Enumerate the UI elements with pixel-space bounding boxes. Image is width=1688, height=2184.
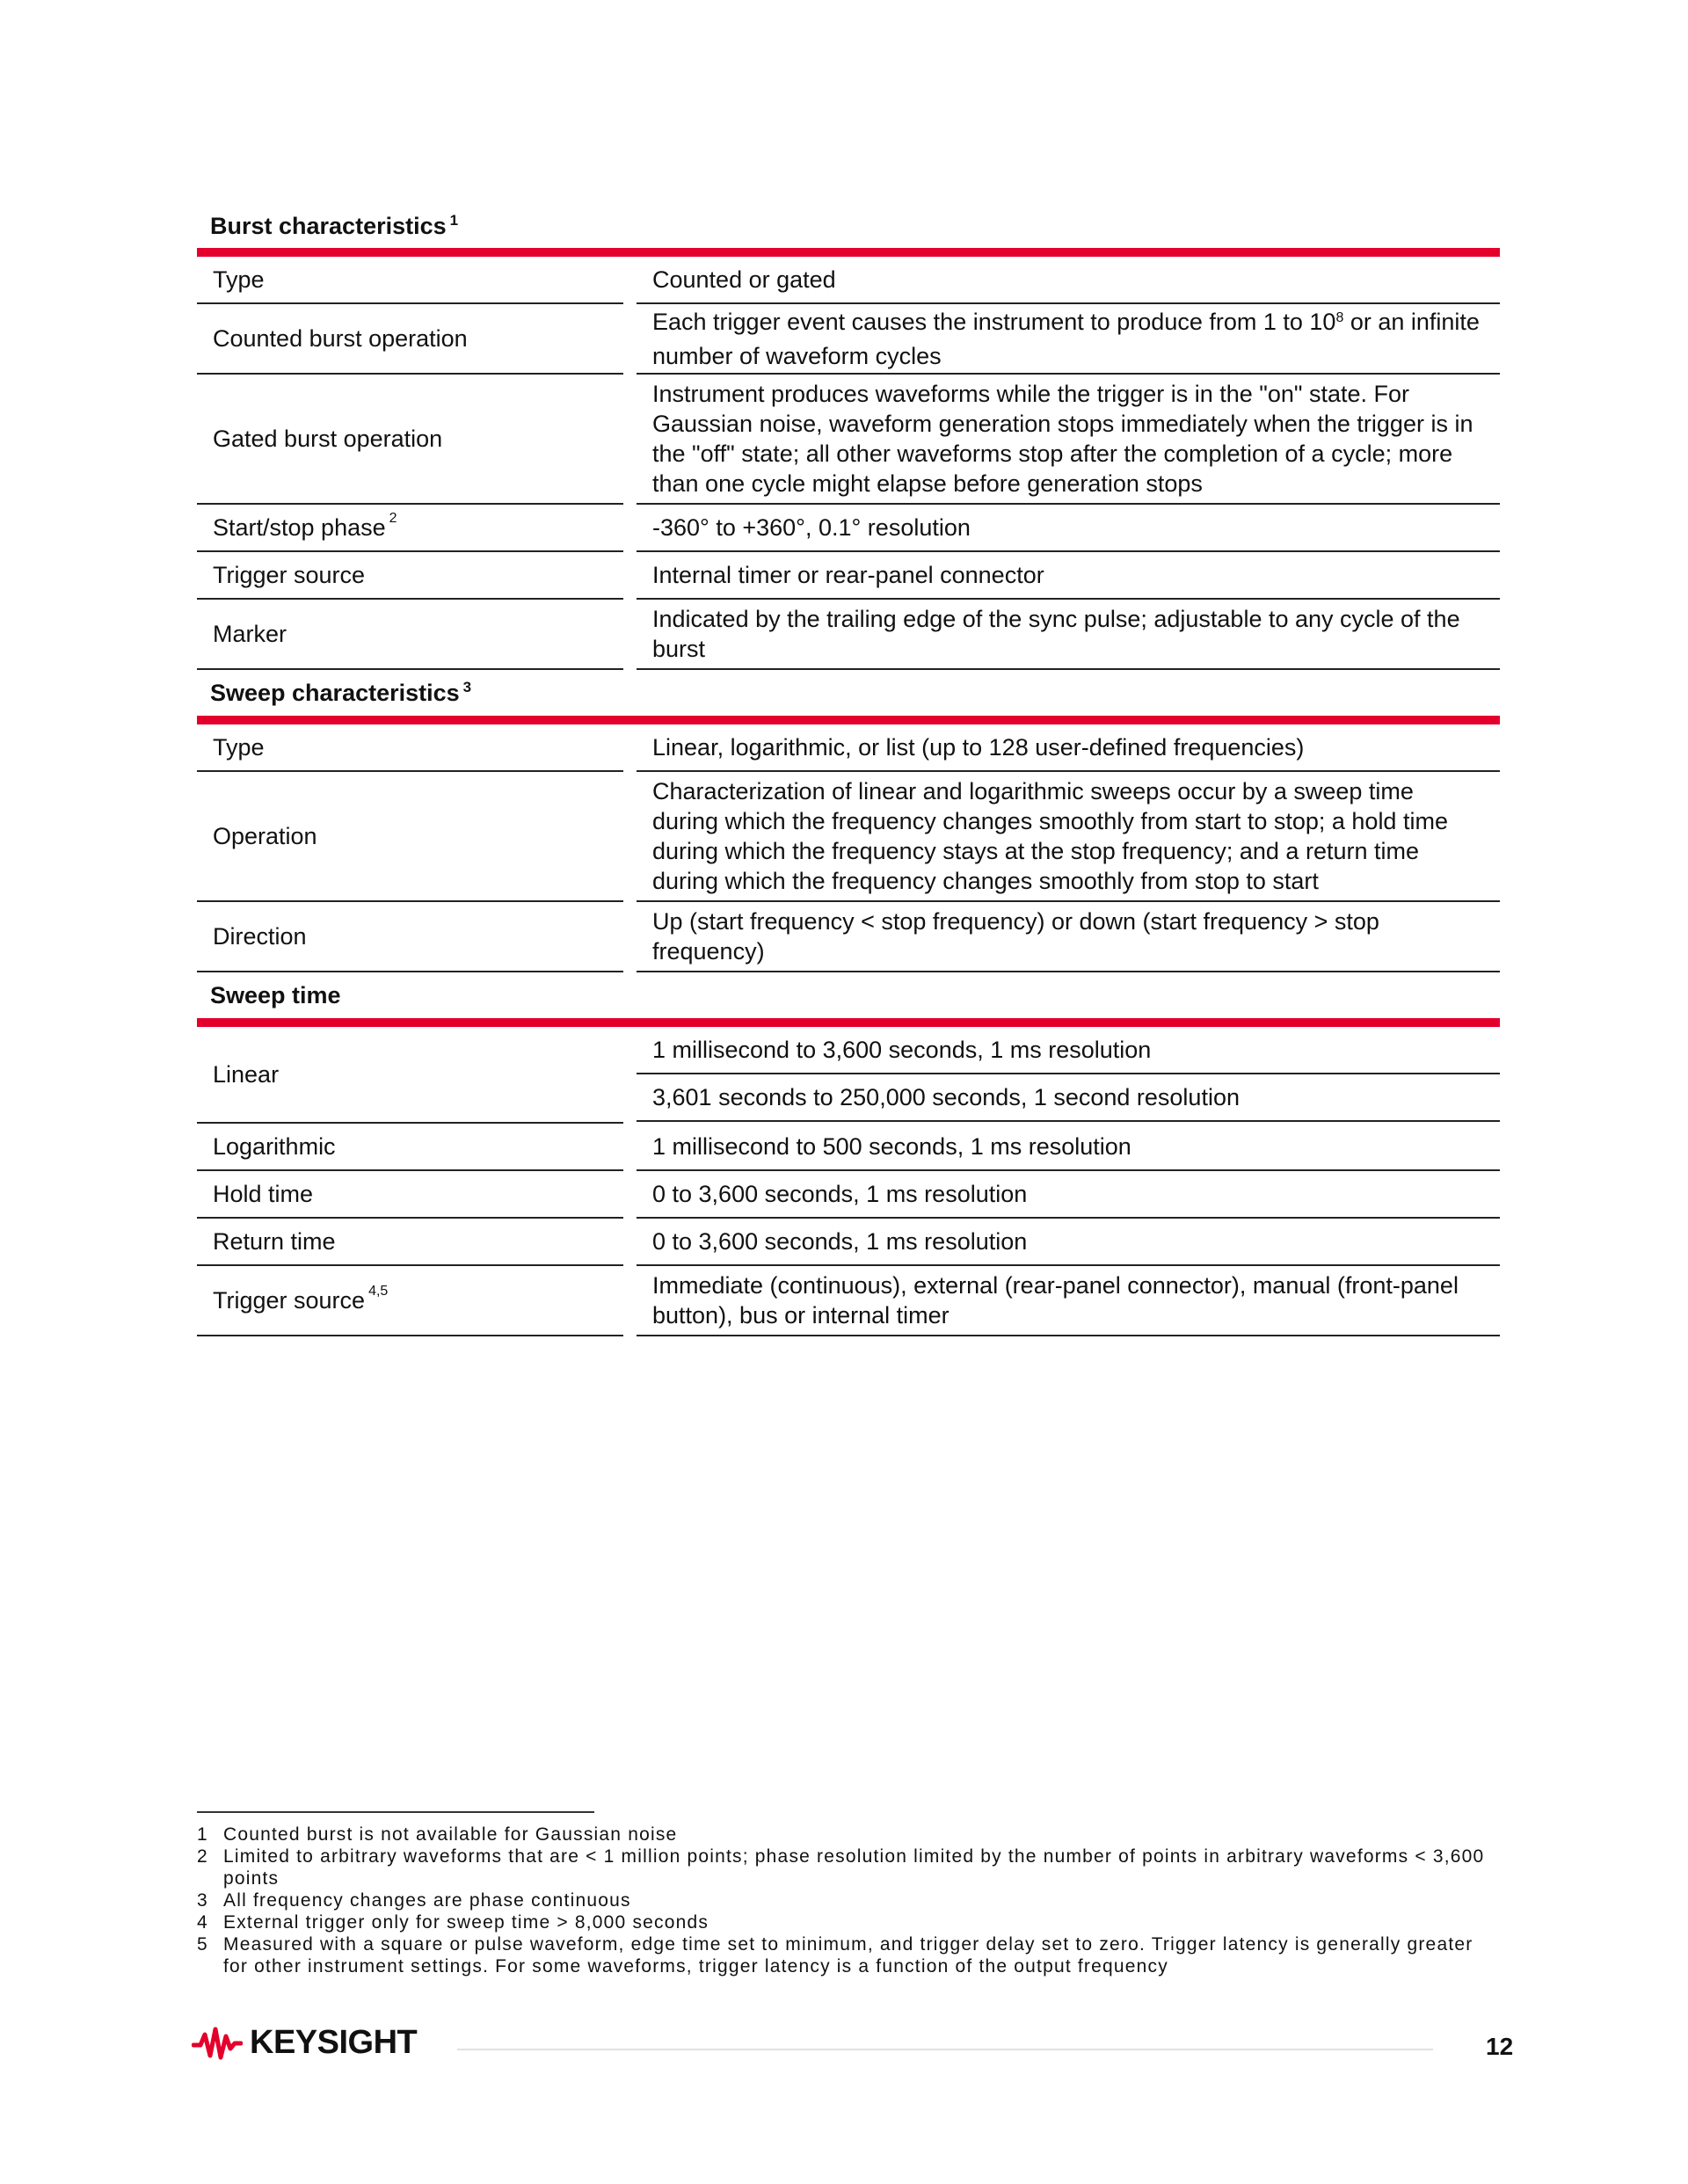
footnote-ref: 1: [449, 212, 459, 229]
table-row: [197, 505, 1500, 552]
row-value-group: [637, 1027, 1500, 1124]
row-label: Operation: [197, 772, 623, 902]
page-number: 12: [1486, 2033, 1514, 2060]
table-row: [197, 724, 1500, 772]
section-divider: [197, 248, 1500, 257]
footnote-rule: [197, 1811, 594, 1813]
table-row: [197, 552, 1500, 600]
row-value: Indicated by the trailing edge of the sync pulse; adjustable to any cycle of the burst: [637, 600, 1500, 670]
row-label: Trigger source $^{4,5}$: [197, 1266, 623, 1336]
table-row: [197, 1266, 1500, 1336]
table-row: [197, 1219, 1500, 1266]
keysight-logo: [192, 2024, 417, 2062]
table-row: [197, 257, 1500, 304]
row-label: Trigger source: [197, 552, 623, 600]
table-row: [197, 375, 1500, 505]
row-label: Type: [197, 724, 623, 772]
row-label: Counted burst operation: [197, 304, 623, 375]
table-row: [197, 1171, 1500, 1219]
table-row: [197, 600, 1500, 670]
logo-text: KEYSIGHT: [250, 2024, 418, 2061]
table-row: [197, 1027, 1500, 1124]
burst-section-title: Burst characteristics $^1$: [210, 212, 459, 239]
row-value: Each trigger event causes the instrument to produce from 1 to $10^8$ or an infinite number of waveform cycles: [637, 304, 1500, 375]
table-row: [197, 1124, 1500, 1171]
row-value: Internal timer or rear-panel connector: [637, 552, 1500, 600]
superscript-exponent: 8: [1335, 309, 1344, 325]
sweep-time-section-title: Sweep time: [210, 982, 341, 1008]
table-row: [197, 304, 1500, 375]
row-label: Return time: [197, 1219, 623, 1266]
footer-rule: [457, 2049, 1433, 2050]
row-value: -360° to +360°, 0.1° resolution: [637, 505, 1500, 552]
row-value: Counted or gated: [637, 257, 1500, 304]
footnote-item: 1 Counted burst is not available for Gaussian noise: [197, 1824, 678, 1845]
sweep-section-title: Sweep characteristics $^3$: [210, 679, 472, 706]
footnote-item: 2 Limited to arbitrary waveforms that are < 1 million points; phase resolution limited by the number of points in arbitrary waveforms < 3,600 points: [197, 1846, 1485, 1889]
row-label: Type: [197, 257, 623, 304]
row-value: Characterization of linear and logarithmic sweeps occur by a sweep time during which the frequency changes smoothly from start to stop; a hold time during which the frequency stays at the stop frequency; and a return time during which the frequency changes smoothly from stop to start: [637, 772, 1500, 902]
footnote-item: 3 All frequency changes are phase continuous: [197, 1890, 631, 1911]
footnote-ref: 3: [462, 679, 472, 695]
row-label: Direction: [197, 902, 623, 972]
row-value: 3,601 seconds to 250,000 seconds, 1 second resolution: [637, 1074, 1500, 1122]
keysight-wave-icon: [192, 2026, 243, 2061]
row-value: Up (start frequency < stop frequency) or down (start frequency > stop frequency): [637, 902, 1500, 972]
table-row: [197, 772, 1500, 902]
row-label: Gated burst operation: [197, 375, 623, 505]
row-label: Hold time: [197, 1171, 623, 1219]
row-value: 1 millisecond to 3,600 seconds, 1 ms resolution: [637, 1027, 1500, 1074]
row-label: Start/stop phase $^2$: [197, 505, 623, 552]
footnote-ref: 2: [389, 511, 397, 526]
row-value: 0 to 3,600 seconds, 1 ms resolution: [637, 1219, 1500, 1266]
row-value: Immediate (continuous), external (rear-panel connector), manual (front-panel button), bus or internal timer: [637, 1266, 1500, 1336]
row-value: 1 millisecond to 500 seconds, 1 ms resolution: [637, 1124, 1500, 1171]
spec-tables: [197, 207, 1500, 1336]
row-label: Linear: [197, 1027, 623, 1124]
row-label: Marker: [197, 600, 623, 670]
row-value: Linear, logarithmic, or list (up to 128 user-defined frequencies): [637, 724, 1500, 772]
section-divider: [197, 1018, 1500, 1027]
footnote-ref: 4,5: [368, 1284, 389, 1299]
section-divider: [197, 716, 1500, 724]
footnote-item: 5 Measured with a square or pulse waveform, edge time set to minimum, and trigger delay set to zero. Trigger latency is generally greater for other instrument settings. For some waveforms, trigger latency is a function of the output frequency: [197, 1934, 1473, 1977]
row-value: 0 to 3,600 seconds, 1 ms resolution: [637, 1171, 1500, 1219]
row-value: Instrument produces waveforms while the trigger is in the "on" state. For Gaussian noise, waveform generation stops immediately when the trigger is in the "off" state; all other waveforms stop after the completion of a cycle; more than one cycle might elapse before generation stops: [637, 375, 1500, 505]
row-label: Logarithmic: [197, 1124, 623, 1171]
footnotes: [197, 1811, 1498, 1977]
table-row: [197, 902, 1500, 972]
footnote-item: 4 External trigger only for sweep time > 8,000 seconds: [197, 1912, 709, 1933]
